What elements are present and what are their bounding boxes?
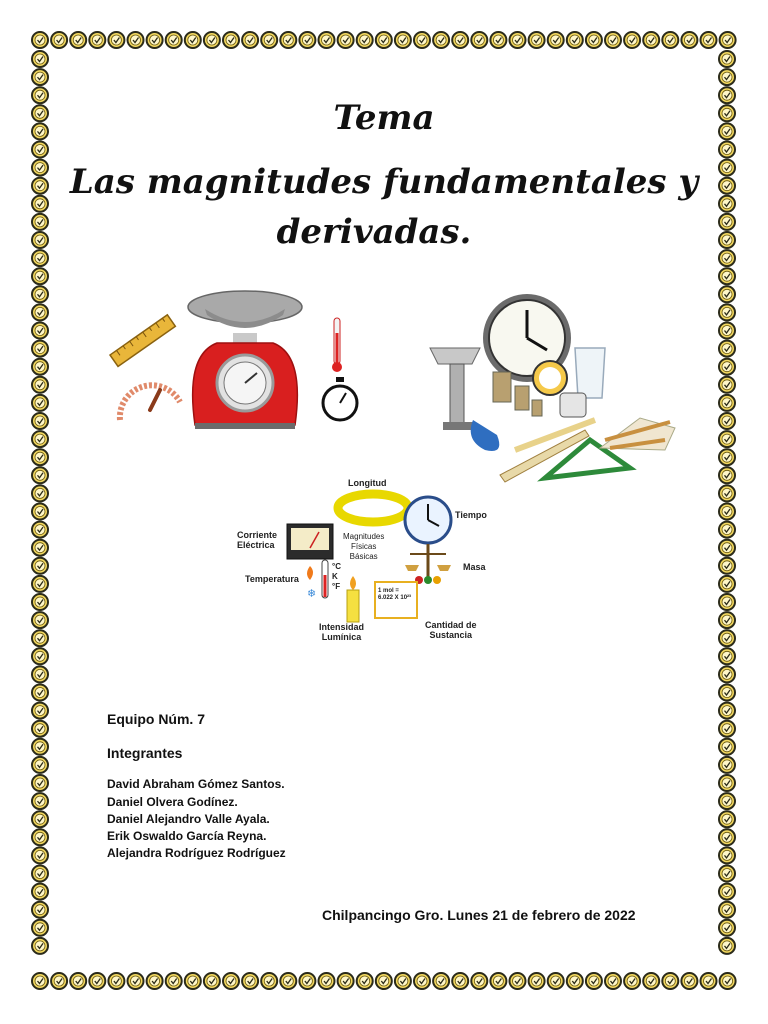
measurement-tools-illustration bbox=[105, 285, 370, 435]
tape-loop-icon bbox=[338, 494, 408, 522]
label-center: Magnitudes Físicas Básicas bbox=[343, 532, 385, 561]
label-cantidad: Cantidad de Sustancia bbox=[425, 620, 477, 640]
label-temp-units: °C K °F bbox=[332, 562, 341, 591]
label-masa: Masa bbox=[463, 562, 486, 572]
label-longitud: Longitud bbox=[348, 478, 387, 488]
member-2: Daniel Olvera Godínez. bbox=[107, 795, 238, 809]
ruler-icon bbox=[110, 315, 175, 367]
ammeter-icon bbox=[287, 524, 333, 559]
member-5: Alejandra Rodríguez Rodríguez bbox=[107, 846, 286, 860]
team-number: Equipo Núm. 7 bbox=[107, 711, 205, 727]
glass-beaker-icon bbox=[575, 348, 605, 398]
alarm-clock-icon bbox=[533, 361, 567, 395]
diagram-thermometer-icon bbox=[307, 560, 328, 600]
member-1: David Abraham Gómez Santos. bbox=[107, 777, 285, 791]
thermometer-icon bbox=[332, 318, 342, 372]
members-heading: Integrantes bbox=[107, 745, 183, 761]
stopwatch-icon bbox=[323, 377, 357, 420]
label-intensidad: Intensidad Lumínica bbox=[319, 622, 365, 642]
label-tiempo: Tiempo bbox=[455, 510, 487, 520]
diagram-balance-icon bbox=[405, 544, 451, 584]
svg-text:❄: ❄ bbox=[307, 588, 317, 600]
label-corriente: Corriente Eléctrica bbox=[237, 530, 278, 550]
label-mol-reading: 1 mol = 6.022 X 10²³ bbox=[378, 588, 412, 601]
kitchen-scale-icon bbox=[188, 291, 302, 429]
diagram-clock-icon bbox=[405, 497, 451, 543]
title-line-3: derivadas. bbox=[276, 212, 472, 252]
label-temperatura: Temperatura bbox=[245, 574, 299, 584]
folding-ruler-icon bbox=[600, 418, 675, 450]
physical-magnitudes-diagram bbox=[215, 470, 505, 650]
candle-icon bbox=[347, 576, 359, 622]
title-tema: Tema bbox=[333, 98, 435, 138]
place-date-footer: Chilpancingo Gro. Lunes 21 de febrero de 2022 bbox=[322, 907, 636, 923]
title-line-2: Las magnitudes fundamentales y bbox=[69, 162, 699, 202]
member-3: Daniel Alejandro Valle Ayala. bbox=[107, 812, 270, 826]
balance-scale-icon bbox=[430, 348, 480, 430]
instruments-photo bbox=[425, 290, 685, 485]
gauge-icon bbox=[120, 385, 180, 420]
member-4: Erik Oswaldo García Reyna. bbox=[107, 829, 267, 843]
blue-thermometer-icon bbox=[471, 420, 500, 451]
